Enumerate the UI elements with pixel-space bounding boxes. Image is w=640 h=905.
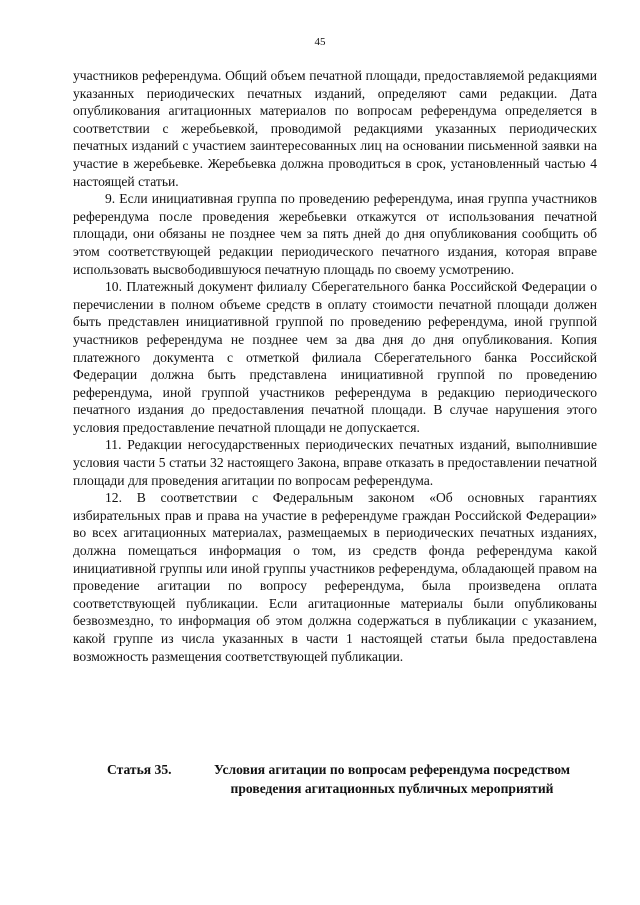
article-title: Условия агитации по вопросам референдума посредством проведения агитационных публичных мероприятий	[214, 762, 570, 796]
article-heading	[107, 760, 607, 798]
paragraph-11: 11. Редакции негосударственных периодических печатных изданий, выполнившие условия части 5 статьи 32 настоящего Закона, вправе отказать в предоставлении печатной площади для проведения агитации по вопросам референдума.	[73, 437, 597, 488]
article-number: Статья 35.	[107, 762, 172, 777]
paragraph-9: 9. Если инициативная группа по проведению референдума, иная группа участников референдума после проведения жеребьевки откажутся от использования печатной площади, они обязаны не позднее чем за пять дней до дня опубликования сообщить об этом соответствующей редакции периодического печатного издания, которая вправе использовать высвободившуюся печатную площадь по своему усмотрению.	[73, 191, 597, 277]
page-number: 45	[314, 36, 326, 48]
document-body	[73, 67, 597, 665]
paragraph-continuation: участников референдума. Общий объем печатной площади, предоставляемой редакциями указанных периодических печатных изданий, определяют сами редакции. Дата опубликования агитационных материалов по вопросам референдума определяется в соответствии с жеребьевкой, проводимой редакциями указанных периодических печатных изданий с участием заинтересованных лиц на основании письменной заявки на участие в жеребьевке. Жеребьевка должна проводиться в срок, установленный частью 4 настоящей статьи.	[73, 68, 597, 189]
paragraph-10: 10. Платежный документ филиалу Сберегательного банка Российской Федерации о перечислении в полном объеме средств в оплату стоимости печатной площади должен быть представлен инициативной группой по проведению референдума, иной группой участников референдума не позднее чем за два дня до дня опубликования. Копия платежного документа с отметкой филиала Сберегательного банка Российской Федерации должна быть представлена инициативной группой по проведению референдума, иной группой участников референдума в редакцию периодического печатного издания до предоставления печатной площади. В случае нарушения этого условия предоставление печатной площади не допускается.	[73, 279, 597, 435]
paragraph-12: 12. В соответствии с Федеральным законом «Об основных гарантиях избирательных прав и права на участие в референдуме граждан Российской Федерации» во всех агитационных материалах, размещаемых в периодических печатных изданиях, должна помещаться информация о том, из средств фонда референдума какой инициативной группы или иной группы участников референдума, обладающей правом на проведение агитации по вопросу референдума, была произведена оплата соответствующей публикации. Если агитационные материалы были опубликованы безвозмездно, то информация об этом должна содержаться в публикации с указанием, какой группе из числа указанных в части 1 настоящей статьи была предоставлена возможность размещения соответствующей публикации.	[73, 490, 597, 664]
